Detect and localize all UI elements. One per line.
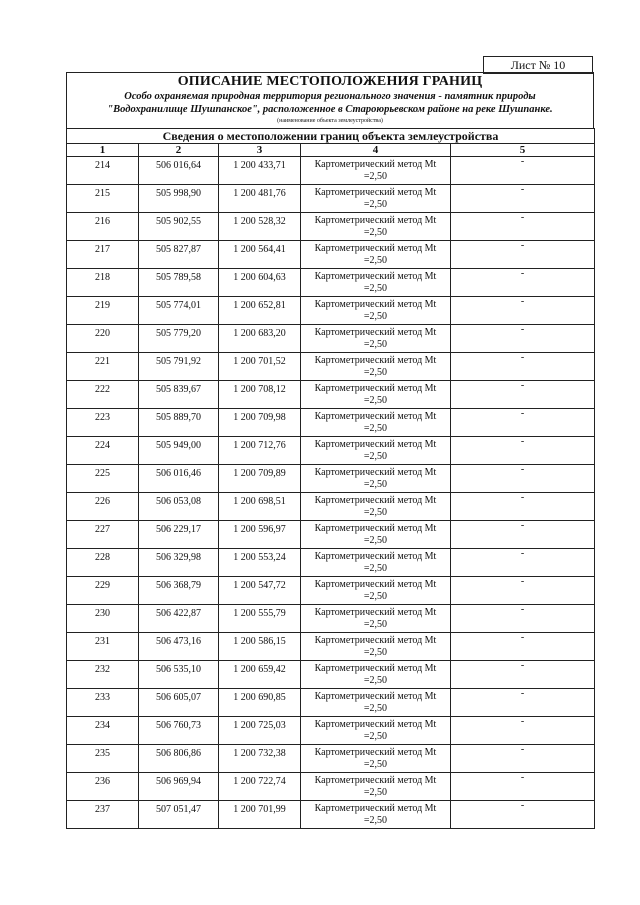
accuracy-text: =2,50 [363,535,388,546]
point-number-cell: 218 [67,269,139,297]
note-cell: - [451,381,595,409]
x-coordinate-cell: 506 053,08 [139,493,219,521]
accuracy-text: =2,50 [363,759,388,770]
method-text: Картометрический метод Mt [314,523,437,534]
point-number-cell: 220 [67,325,139,353]
x-coordinate-cell: 505 779,20 [139,325,219,353]
method-text: Картометрический метод Mt [314,775,437,786]
method-text: Картометрический метод Mt [314,355,437,366]
point-number-cell: 221 [67,353,139,381]
point-number-cell: 232 [67,661,139,689]
table-row [67,325,595,353]
note-cell: - [451,269,595,297]
method-cell [301,801,451,829]
table-row [67,409,595,437]
method-cell [301,633,451,661]
accuracy-text: =2,50 [363,255,388,266]
note-cell: - [451,605,595,633]
x-coordinate-cell: 506 016,46 [139,465,219,493]
method-text: Картометрический метод Mt [314,607,437,618]
note-cell: - [451,549,595,577]
note-cell: - [451,633,595,661]
table-row [67,297,595,325]
table-row [67,213,595,241]
point-number-cell: 222 [67,381,139,409]
method-cell [301,213,451,241]
y-coordinate-cell: 1 200 652,81 [219,297,301,325]
point-number-cell: 236 [67,773,139,801]
x-coordinate-cell: 507 051,47 [139,801,219,829]
x-coordinate-cell: 505 827,87 [139,241,219,269]
accuracy-text: =2,50 [363,815,388,826]
table-row [67,549,595,577]
point-number-cell: 216 [67,213,139,241]
table-row [67,437,595,465]
subtitle-line-2: "Водохранилище Шушпанское", расположенное в Староюрьевском районе на реке Шушпанке. [107,104,553,115]
note-cell: - [451,717,595,745]
accuracy-text: =2,50 [363,423,388,434]
accuracy-text: =2,50 [363,367,388,378]
accuracy-text: =2,50 [363,199,388,210]
point-number-cell: 227 [67,521,139,549]
method-text: Картометрический метод Mt [314,635,437,646]
method-text: Картометрический метод Mt [314,719,437,730]
subtitle-line-1: Особо охраняемая природная территория регионального значения - памятник природы [124,91,536,102]
y-coordinate-cell: 1 200 701,99 [219,801,301,829]
point-number-cell: 228 [67,549,139,577]
x-coordinate-cell: 505 789,58 [139,269,219,297]
note-cell: - [451,437,595,465]
table-row [67,689,595,717]
method-cell [301,577,451,605]
point-number-cell: 229 [67,577,139,605]
x-coordinate-cell: 505 889,70 [139,409,219,437]
x-coordinate-cell: 505 902,55 [139,213,219,241]
accuracy-text: =2,50 [363,395,388,406]
y-coordinate-cell: 1 200 709,98 [219,409,301,437]
x-coordinate-cell: 506 329,98 [139,549,219,577]
note-cell: - [451,465,595,493]
table-row [67,381,595,409]
method-cell [301,269,451,297]
method-text: Картометрический метод Mt [314,327,437,338]
accuracy-text: =2,50 [363,227,388,238]
note-cell: - [451,185,595,213]
x-coordinate-cell: 506 760,73 [139,717,219,745]
accuracy-text: =2,50 [363,311,388,322]
method-cell [301,745,451,773]
method-text: Картометрический метод Mt [314,411,437,422]
point-number-cell: 237 [67,801,139,829]
method-cell [301,185,451,213]
y-coordinate-cell: 1 200 690,85 [219,689,301,717]
method-text: Картометрический метод Mt [314,439,437,450]
y-coordinate-cell: 1 200 547,72 [219,577,301,605]
sheet-number: Лист № 10 [483,56,593,74]
method-text: Картометрический метод Mt [314,271,437,282]
method-cell [301,689,451,717]
table-row [67,353,595,381]
method-cell [301,465,451,493]
note-cell: - [451,801,595,829]
method-cell [301,605,451,633]
note-cell: - [451,661,595,689]
column-number-3: 3 [219,144,301,157]
section-title: Сведения о местоположении границ объекта землеустройства [67,129,595,144]
point-number-cell: 217 [67,241,139,269]
y-coordinate-cell: 1 200 433,71 [219,157,301,185]
point-number-cell: 214 [67,157,139,185]
method-cell [301,241,451,269]
x-coordinate-cell: 506 605,07 [139,689,219,717]
point-number-cell: 234 [67,717,139,745]
table-row [67,493,595,521]
accuracy-text: =2,50 [363,339,388,350]
point-number-cell: 224 [67,437,139,465]
table-row [67,241,595,269]
y-coordinate-cell: 1 200 722,74 [219,773,301,801]
point-number-cell: 215 [67,185,139,213]
method-text: Картометрический метод Mt [314,467,437,478]
accuracy-text: =2,50 [363,675,388,686]
table-body [67,157,595,829]
point-number-cell: 231 [67,633,139,661]
x-coordinate-cell: 506 473,16 [139,633,219,661]
column-number-4: 4 [301,144,451,157]
method-text: Картометрический метод Mt [314,159,437,170]
table-row [67,801,595,829]
method-cell [301,381,451,409]
y-coordinate-cell: 1 200 725,03 [219,717,301,745]
note-cell: - [451,689,595,717]
y-coordinate-cell: 1 200 732,38 [219,745,301,773]
object-caption: (наименование объекта землеустройства) [277,118,383,124]
accuracy-text: =2,50 [363,479,388,490]
note-cell: - [451,409,595,437]
y-coordinate-cell: 1 200 659,42 [219,661,301,689]
accuracy-text: =2,50 [363,787,388,798]
method-text: Картометрический метод Mt [314,383,437,394]
method-text: Картометрический метод Mt [314,215,437,226]
method-text: Картометрический метод Mt [314,187,437,198]
accuracy-text: =2,50 [363,171,388,182]
x-coordinate-cell: 506 016,64 [139,157,219,185]
y-coordinate-cell: 1 200 709,89 [219,465,301,493]
y-coordinate-cell: 1 200 698,51 [219,493,301,521]
accuracy-text: =2,50 [363,647,388,658]
column-number-1: 1 [67,144,139,157]
method-cell [301,661,451,689]
note-cell: - [451,325,595,353]
method-cell [301,521,451,549]
y-coordinate-cell: 1 200 553,24 [219,549,301,577]
method-cell [301,437,451,465]
table-row [67,745,595,773]
accuracy-text: =2,50 [363,619,388,630]
accuracy-text: =2,50 [363,563,388,574]
y-coordinate-cell: 1 200 555,79 [219,605,301,633]
point-number-cell: 233 [67,689,139,717]
x-coordinate-cell: 506 806,86 [139,745,219,773]
x-coordinate-cell: 505 998,90 [139,185,219,213]
point-number-cell: 223 [67,409,139,437]
point-number-cell: 219 [67,297,139,325]
method-text: Картометрический метод Mt [314,299,437,310]
accuracy-text: =2,50 [363,283,388,294]
accuracy-text: =2,50 [363,703,388,714]
table-row [67,185,595,213]
method-text: Картометрический метод Mt [314,691,437,702]
method-cell [301,409,451,437]
method-cell [301,325,451,353]
method-text: Картометрический метод Mt [314,495,437,506]
x-coordinate-cell: 506 535,10 [139,661,219,689]
x-coordinate-cell: 505 774,01 [139,297,219,325]
y-coordinate-cell: 1 200 586,15 [219,633,301,661]
point-number-cell: 230 [67,605,139,633]
y-coordinate-cell: 1 200 528,32 [219,213,301,241]
method-cell [301,717,451,745]
x-coordinate-cell: 506 368,79 [139,577,219,605]
note-cell: - [451,773,595,801]
table-row [67,157,595,185]
document-title: ОПИСАНИЕ МЕСТОПОЛОЖЕНИЯ ГРАНИЦ [177,74,483,89]
method-cell [301,493,451,521]
note-cell: - [451,213,595,241]
column-number-5: 5 [451,144,595,157]
table-row [67,465,595,493]
method-text: Картометрический метод Mt [314,243,437,254]
document-header [66,72,594,129]
note-cell: - [451,577,595,605]
x-coordinate-cell: 506 969,94 [139,773,219,801]
point-number-cell: 235 [67,745,139,773]
y-coordinate-cell: 1 200 712,76 [219,437,301,465]
accuracy-text: =2,50 [363,731,388,742]
note-cell: - [451,493,595,521]
table-row [67,633,595,661]
note-cell: - [451,297,595,325]
method-cell [301,353,451,381]
point-number-cell: 225 [67,465,139,493]
y-coordinate-cell: 1 200 701,52 [219,353,301,381]
y-coordinate-cell: 1 200 604,63 [219,269,301,297]
method-text: Картометрический метод Mt [314,551,437,562]
method-text: Картометрический метод Mt [314,579,437,590]
method-text: Картометрический метод Mt [314,803,437,814]
x-coordinate-cell: 506 422,87 [139,605,219,633]
column-number-2: 2 [139,144,219,157]
method-text: Картометрический метод Mt [314,747,437,758]
table-row [67,661,595,689]
note-cell: - [451,521,595,549]
y-coordinate-cell: 1 200 596,97 [219,521,301,549]
table-row [67,577,595,605]
table-row [67,717,595,745]
y-coordinate-cell: 1 200 481,76 [219,185,301,213]
table-row [67,773,595,801]
note-cell: - [451,241,595,269]
table-row [67,521,595,549]
note-cell: - [451,745,595,773]
method-text: Картометрический метод Mt [314,663,437,674]
method-cell [301,157,451,185]
accuracy-text: =2,50 [363,591,388,602]
note-cell: - [451,157,595,185]
method-cell [301,549,451,577]
point-number-cell: 226 [67,493,139,521]
y-coordinate-cell: 1 200 708,12 [219,381,301,409]
accuracy-text: =2,50 [363,507,388,518]
x-coordinate-cell: 505 791,92 [139,353,219,381]
table-row [67,269,595,297]
method-cell [301,297,451,325]
y-coordinate-cell: 1 200 564,41 [219,241,301,269]
x-coordinate-cell: 505 839,67 [139,381,219,409]
accuracy-text: =2,50 [363,451,388,462]
note-cell: - [451,353,595,381]
table-row [67,605,595,633]
method-cell [301,773,451,801]
x-coordinate-cell: 505 949,00 [139,437,219,465]
y-coordinate-cell: 1 200 683,20 [219,325,301,353]
x-coordinate-cell: 506 229,17 [139,521,219,549]
boundary-coordinates-table [66,128,595,829]
